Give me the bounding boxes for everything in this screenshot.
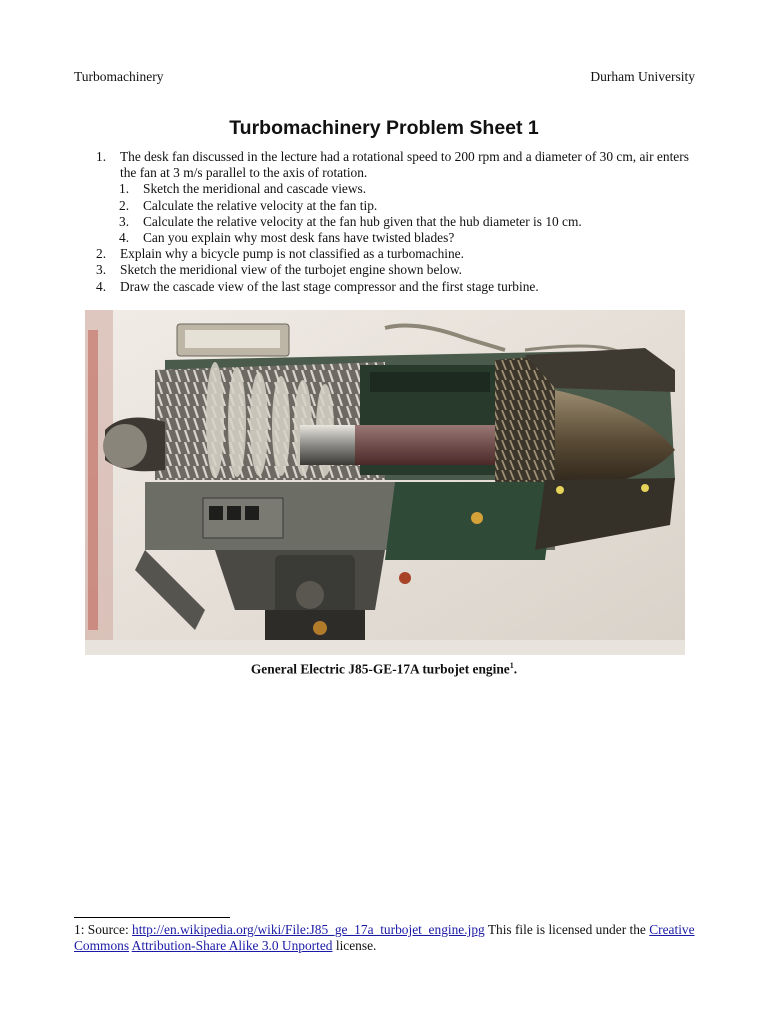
subquestion-number: 4.: [119, 230, 130, 246]
license-link[interactable]: Attribution-Share Alike 3.0 Unported: [131, 938, 333, 954]
question-number: 2.: [96, 246, 107, 262]
question-item: [74, 246, 696, 262]
page-title: Turbomachinery Problem Sheet 1: [229, 117, 539, 139]
subquestion-text: Sketch the meridional and cascade views.: [143, 181, 367, 197]
subquestion-text: Can you explain why most desk fans have twisted blades?: [143, 230, 455, 246]
question-number: 1.: [96, 149, 107, 164]
subquestion-number: 1.: [119, 181, 130, 197]
subquestion-item: [74, 230, 696, 246]
question-text: Explain why a bicycle pump is not classified as a turbomachine.: [120, 246, 464, 262]
subquestion-number: 3.: [119, 213, 130, 229]
subquestion-text: Calculate the relative velocity at the fan tip.: [143, 197, 378, 213]
question-number: 4.: [96, 278, 107, 294]
question-list: [74, 149, 696, 295]
question-number: 3.: [96, 262, 107, 278]
source-link[interactable]: http://en.wikipedia.org/wiki/File:J85_ge_17a_turbojet_engine.jpg: [132, 922, 485, 937]
creative-commons-link[interactable]: Creative Commons: [74, 922, 695, 954]
subquestion-item: [74, 214, 696, 230]
question-text: Draw the cascade view of the last stage compressor and the first stage turbine.: [120, 278, 539, 294]
question-item: [74, 279, 696, 295]
subquestion-item: [74, 198, 696, 214]
question-item: [74, 149, 696, 181]
question-item: [74, 262, 696, 278]
header-institution: Durham University: [590, 69, 695, 84]
footnote-divider: [74, 917, 230, 918]
footnote-reference: 1: [509, 661, 514, 670]
subquestion-text: Calculate the relative velocity at the fan hub given that the hub diameter is 10 cm.: [143, 213, 582, 229]
subquestion-number: 2.: [119, 197, 130, 213]
question-text: Sketch the meridional view of the turbojet engine shown below.: [120, 262, 462, 278]
header-course: Turbomachinery: [74, 69, 164, 84]
question-text: The desk fan discussed in the lecture had a rotational speed to 200 rpm and a diameter of 30 cm, air enters the fan at 3 m/s parallel to the axis of rotation.: [120, 149, 689, 181]
subquestion-item: [74, 181, 696, 197]
footnote: 1: Source: http://en.wikipedia.org/wiki/File:J85_ge_17a_turbojet_engine.jpg This file is licensed under the Creative Commons Attribution-Share Alike 3.0 Unported license.: [74, 922, 695, 954]
figure-caption: General Electric J85-GE-17A turbojet engine$^1$.: [250, 661, 518, 677]
turbojet-engine-photo: [85, 310, 685, 655]
